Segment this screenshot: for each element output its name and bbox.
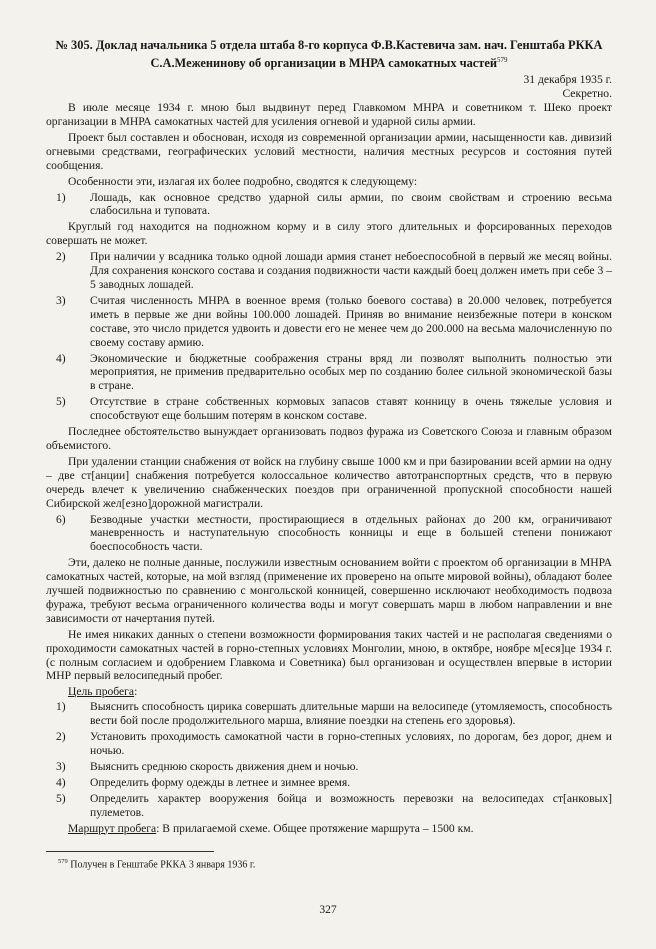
goal-item-number: 5)	[56, 791, 66, 805]
paragraph: Особенности эти, излагая их более подробно, сводятся к следующему:	[68, 174, 418, 188]
goal-item	[46, 730, 612, 758]
goal-heading: Цель пробега:	[68, 685, 138, 699]
list-item-text: Лошадь, как основное средство ударной силы армии, по своим свойствам и строению весьма слабосильна и туповата.	[90, 190, 612, 218]
footnote-text: Получен в Генштабе РККА 3 января 1936 г.	[67, 859, 256, 871]
goal-item	[46, 776, 612, 790]
list-item-number: 3)	[56, 293, 66, 307]
list-item-text: При наличии у всадника только одной лошади армия станет небоеспособной в первый же месяц войны. Для сохранения конского состава и создания подвижности части каждый боец должен иметь при себе 3 – 5 заводных лошадей.	[90, 250, 612, 291]
goal-item-number: 2)	[56, 730, 66, 744]
goal-item	[46, 760, 612, 774]
page-number: 327	[319, 904, 337, 916]
paragraph: Эти, далеко не полные данные, послужили известным основанием войти с проектом об организации в МНРА самокатных частей, которые, на мой взгляд (применение их проверено на опыте мировой войны), обладают более лучшей подвижностью по сравнению с монгольской конницей, совершенно исключают необходимость подвоза фуража, требуют весьма ограниченного количества воды и могут совершать марш в любом направлении и вне зависимости от начертания путей.	[46, 556, 612, 625]
list-item-text: Считая численность МНРА в военное время (только боевого состава) в 20.000 человек, потребуется иметь в первые же дни войны 100.000 лошадей. Приняв во внимание неизбежные потери в конском составе, это число придется удвоить и довести его не менее чем до 200.000 на весьма малочисленную по своему составу армию.	[90, 293, 612, 349]
paragraph: Круглый год находится на подножном корму и в силу этого длительных и форсированных переходов совершать не может.	[46, 220, 612, 248]
document-title	[46, 38, 612, 71]
paragraph: В июле месяце 1934 г. мною был выдвинут перед Главкомом МНРА и советником т. Шеко проект организации в МНРА самокатных частей для усиления огневой и ударной силы армии.	[46, 101, 612, 129]
goal-item-number: 3)	[56, 759, 66, 773]
goal-item	[46, 792, 612, 820]
list-item-number: 1)	[56, 190, 66, 204]
list-item-number: 6)	[56, 512, 66, 526]
footnote-divider	[46, 851, 214, 852]
title-line-1: № 305. Доклад начальника 5 отдела штаба 8-го корпуса Ф.В.Кастевича зам. нач. Генштаба РККА	[55, 38, 603, 52]
paragraph: Не имея никаких данных о степени возможности формирования таких частей и не располагая сведениями о проходимости самокатных частей в горно-степных условиях Монголии, мною, в октябре, ноябре м[еся]це 1934 г. (с полным согласием и одобрением Главкома и Советника) был организован и осуществлен впервые в истории МНР первый велосипедный пробег.	[46, 627, 612, 683]
title-line-2: С.А.Меженинову об организации в МНРА самокатных частей$^{579}$	[150, 56, 508, 71]
document-date: 31 декабря 1935 г.	[523, 73, 612, 87]
route-text: : В прилагаемой схеме. Общее протяжение маршрута – 1500 км.	[156, 821, 474, 835]
list-item-number: 4)	[56, 351, 66, 365]
paragraph: Последнее обстоятельство вынуждает организовать подвоз фуража из Советского Союза и главным образом объемистого.	[46, 425, 612, 452]
goal-item-text: Выяснить среднюю скорость движения днем и ночью.	[90, 759, 359, 773]
list-item	[46, 352, 612, 394]
goal-item-text: Установить проходимость самокатной части в горно-степных условиях, по дорогам, без дорог, днем и ночью.	[90, 730, 612, 757]
list-item	[46, 250, 612, 292]
list-item	[46, 513, 612, 555]
list-item-number: 2)	[56, 250, 66, 264]
list-item-text: Безводные участки местности, простирающиеся в отдельных районах до 200 км, ограничивают маневренность и наступательную способность конницы и еще в большей степени понижают боеспособность части.	[90, 512, 612, 554]
list-item-text: Отсутствие в стране собственных кормовых запасов ставят конницу в очень тяжелые условия и способствуют еще большим потерям в конском составе.	[90, 395, 612, 423]
footnote-reference[interactable]: 579	[497, 56, 508, 64]
footnote-mark: 579	[58, 858, 68, 865]
route-label: Маршрут пробега	[68, 821, 157, 835]
list-item-text: Экономические и бюджетные соображения страны вряд ли позволят выполнить полностью эти мероприятия, не применив предварительно особых мер по созданию более сильной экономической базы в стране.	[90, 351, 612, 393]
list-item	[46, 294, 612, 350]
paragraph: При удалении станции снабжения от войск на глубину свыше 1000 км и при базировании всей армии на одну – две ст[анции] снабжения потребуется колоссальное количество автотранспортных средств, что в первую очередь влечет к увеличению снабженческих поездов при ограниченной пропускной способности нашей Сибирской жел[езно]дорожной магистрали.	[46, 454, 612, 510]
route-paragraph	[46, 822, 612, 836]
goal-item	[46, 700, 612, 728]
goal-item-text: Определить форму одежды в летнее и зимнее время.	[90, 775, 351, 789]
list-item	[46, 395, 612, 423]
goal-item-number: 4)	[56, 775, 66, 789]
list-item-number: 5)	[56, 395, 66, 409]
classification-label: Секретно.	[562, 87, 612, 101]
goal-item-text: Определить характер вооружения бойца и возможность перевозки на велосипедах ст[анковых] пулеметов.	[90, 791, 612, 819]
goal-item-text: Выяснить способность цирика совершать длительные марши на велосипеде (утомляемость, способность вести бой после продолжительного марша, влияние поездки на степень его здоровья).	[90, 700, 612, 728]
footnote	[58, 858, 255, 870]
list-item	[46, 191, 612, 219]
paragraph: Проект был составлен и обоснован, исходя из современной организации армии, насыщенности кав. дивизий огневыми средствами, географических условий местности, наличия местных ресурсов и состояния путей сообщения.	[46, 130, 612, 172]
goal-item-number: 1)	[56, 700, 66, 714]
document-body	[46, 101, 612, 835]
